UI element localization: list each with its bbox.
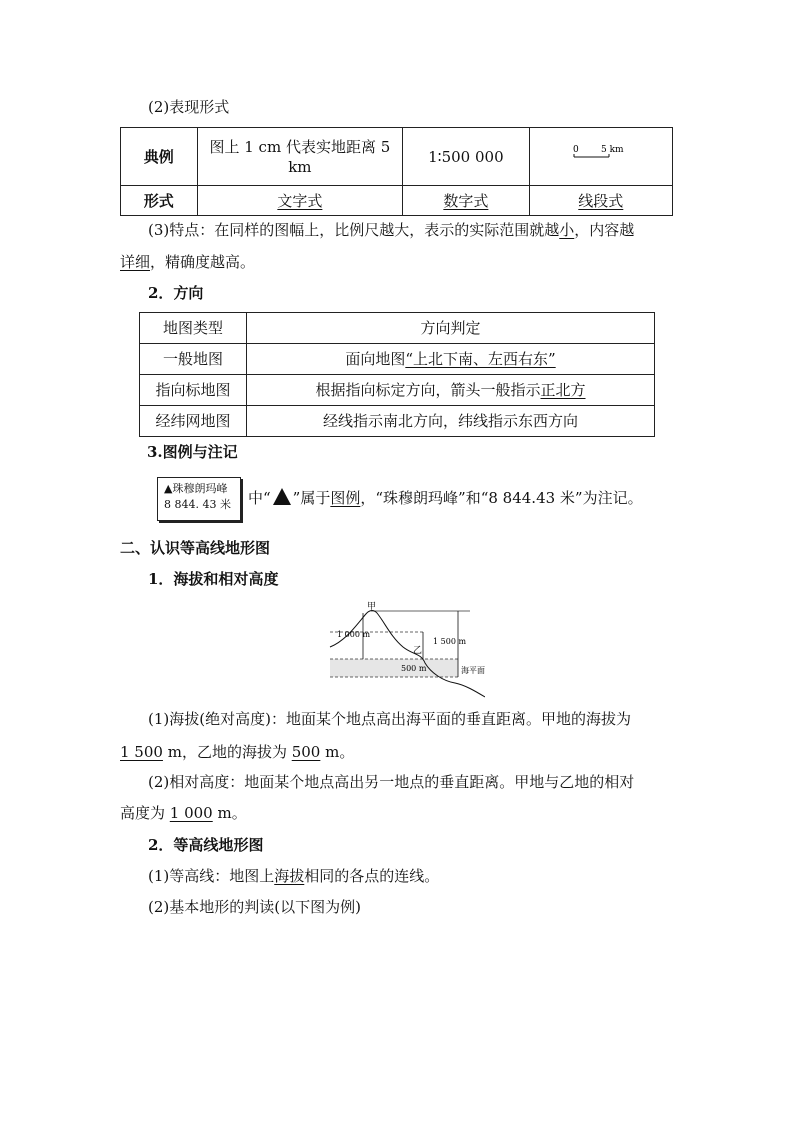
contour-definition: (1)等高线：地图上海拔相同的各点的连线。 (148, 867, 440, 885)
cell-form-line: 线段式 (529, 186, 672, 216)
peak-triangle-icon (273, 488, 291, 505)
cell-number-example: 1∶500 000 (403, 128, 529, 186)
relative-height-line-1: (2)相对高度：地面某个地点高出另一地点的垂直距离。甲地与乙地的相对 (148, 773, 635, 791)
svg-text:500 m: 500 m (401, 664, 427, 673)
subheading-contour-map: 2．等高线地形图 (148, 836, 264, 854)
legend-sample-box: ▲珠穆朗玛峰 8 844. 43 米 (157, 477, 241, 521)
direction-table (139, 312, 655, 437)
header-map-type: 地图类型 (140, 313, 247, 344)
legend-explanation: 中“ ”属于图例，“珠穆朗玛峰”和“8 844.43 米”为注记。 (248, 489, 643, 507)
relative-height-line-2: 高度为 1 000 m。 (120, 804, 247, 822)
scale-bar-icon (571, 142, 631, 166)
cell-form-text: 文字式 (197, 186, 403, 216)
svg-text:甲: 甲 (367, 602, 377, 612)
characteristics-line-1: (3)特点：在同样的图幅上，比例尺越大，表示的实际范围就越小，内容越 (148, 221, 635, 239)
altitude-paragraph-line-2: 1 500 m，乙地的海拔为 500 m。 (120, 743, 355, 761)
header-direction: 方向判定 (247, 313, 655, 344)
svg-text:1 500 m: 1 500 m (433, 637, 467, 646)
cell-map-type: 指向标地图 (140, 375, 247, 406)
scale-form-table (120, 127, 673, 216)
cell-direction: 面向地图“上北下南、左西右东” (247, 344, 655, 375)
cell-direction: 根据指向标定方向，箭头一般指示正北方 (247, 375, 655, 406)
section-heading-legend: 3.图例与注记 (147, 443, 238, 461)
cell-direction: 经线指示南北方向，纬线指示东西方向 (247, 406, 655, 437)
cell-map-type: 一般地图 (140, 344, 247, 375)
characteristics-line-2: 详细，精确度越高。 (120, 253, 256, 271)
section-heading-contour: 二、认识等高线地形图 (120, 539, 271, 557)
svg-text:海平面: 海平面 (461, 666, 485, 675)
cell-form-number: 数字式 (403, 186, 529, 216)
subheading-altitude: 1．海拔和相对高度 (148, 570, 279, 588)
altitude-figure (325, 597, 485, 701)
section-heading-direction: 2．方向 (148, 284, 204, 302)
svg-text:0: 0 (572, 145, 579, 155)
cell-form-label: 形式 (121, 186, 198, 216)
subsection-label: (2)表现形式 (148, 98, 230, 116)
cell-text-example: 图上 1 cm 代表实地距离 5 km (197, 128, 403, 186)
terrain-reading-heading: (2)基本地形的判读(以下图为例) (148, 898, 361, 916)
svg-text:1 000 m: 1 000 m (337, 630, 371, 639)
cell-example-label: 典例 (121, 128, 198, 186)
altitude-paragraph-line-1: (1)海拔(绝对高度)：地面某个地点高出海平面的垂直距离。甲地的海拔为 (148, 710, 631, 728)
svg-text:乙: 乙 (413, 646, 423, 656)
cell-map-type: 经纬网地图 (140, 406, 247, 437)
cell-line-example (529, 128, 672, 186)
svg-text:5 km: 5 km (600, 145, 624, 155)
